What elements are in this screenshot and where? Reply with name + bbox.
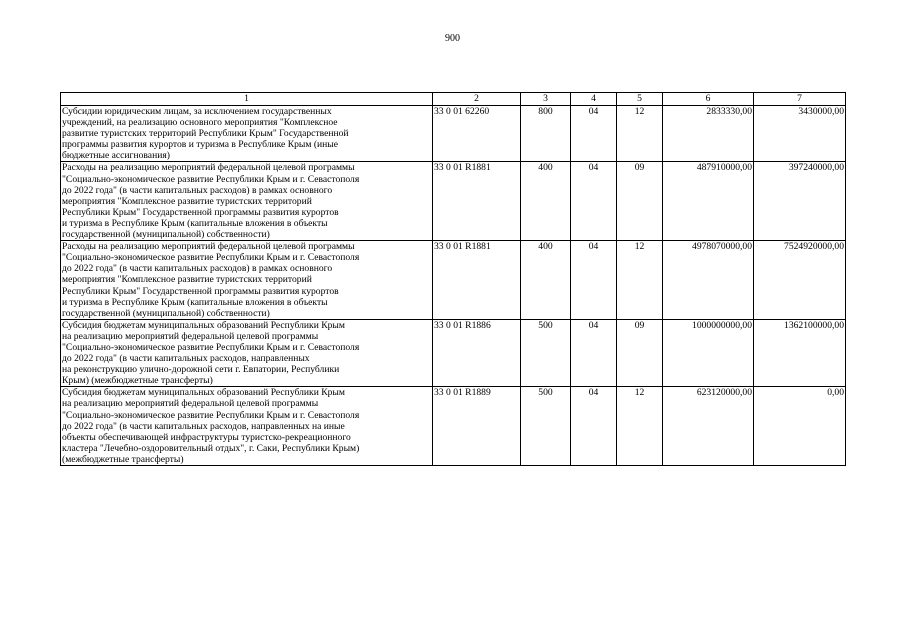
- column-header: 7: [754, 93, 846, 106]
- row-subsection: 12: [617, 241, 663, 320]
- row-amount-2: 7524920000,00: [754, 241, 846, 320]
- row-amount-2: 3430000,00: [754, 106, 846, 162]
- row-description: Расходы на реализацию мероприятий федеральной целевой программы "Социально-экономическое развитие Республики Крым и г. Севастополя до 2022 года" (в части капитальных расходов) в рамках основного мероприятия "Комплексное развитие туристских территорий Республики Крым" Государственной программы развития курортов и туризма в Республике Крым (капитальные вложения в объекты государственной (муниципальной) собственности): [61, 162, 433, 241]
- table-header-row: [61, 93, 846, 106]
- row-amount-2: 1362100000,00: [754, 319, 846, 387]
- row-code: 33 0 01 R1881: [433, 162, 521, 241]
- column-header: 2: [433, 93, 521, 106]
- row-section: 04: [571, 387, 617, 466]
- row-code: 33 0 01 R1889: [433, 387, 521, 466]
- page-number: 900: [445, 33, 460, 44]
- row-amount-1: 623120000,00: [663, 387, 754, 466]
- budget-table: [60, 92, 846, 466]
- row-subsection: 09: [617, 162, 663, 241]
- row-expense-type: 800: [521, 106, 571, 162]
- row-expense-type: 400: [521, 162, 571, 241]
- row-amount-1: 4978070000,00: [663, 241, 754, 320]
- row-section: 04: [571, 319, 617, 387]
- row-expense-type: 500: [521, 387, 571, 466]
- row-amount-1: 1000000000,00: [663, 319, 754, 387]
- row-description: Субсидии юридическим лицам, за исключением государственных учреждений, на реализацию основного мероприятия "Комплексное развитие туристских территорий Республики Крым" Государственной программы развития курортов и туризма в Республике Крым (иные бюджетные ассигнования): [61, 106, 433, 162]
- row-code: 33 0 01 R1886: [433, 319, 521, 387]
- row-section: 04: [571, 162, 617, 241]
- row-code: 33 0 01 62260: [433, 106, 521, 162]
- row-subsection: 12: [617, 387, 663, 466]
- column-header: 6: [663, 93, 754, 106]
- row-subsection: 09: [617, 319, 663, 387]
- column-header: 3: [521, 93, 571, 106]
- row-amount-1: 487910000,00: [663, 162, 754, 241]
- column-header: 4: [571, 93, 617, 106]
- table-row: [61, 387, 846, 466]
- row-expense-type: 400: [521, 241, 571, 320]
- column-header: 5: [617, 93, 663, 106]
- row-section: 04: [571, 241, 617, 320]
- row-expense-type: 500: [521, 319, 571, 387]
- row-code: 33 0 01 R1881: [433, 241, 521, 320]
- row-amount-1: 2833330,00: [663, 106, 754, 162]
- column-header: 1: [61, 93, 433, 106]
- row-description: Расходы на реализацию мероприятий федеральной целевой программы "Социально-экономическое развитие Республики Крым и г. Севастополя до 2022 года" (в части капитальных расходов) в рамках основного мероприятия "Комплексное развитие туристских территорий Республики Крым" Государственной программы развития курортов и туризма в Республике Крым (капитальные вложения в объекты государственной (муниципальной) собственности): [61, 241, 433, 320]
- table-row: [61, 319, 846, 387]
- table-row: [61, 106, 846, 162]
- row-description: Субсидия бюджетам муниципальных образований Республики Крым на реализацию мероприятий федеральной целевой программы "Социально-экономическое развитие Республики Крым и г. Севастополя до 2022 года" (в части капитальных расходов, направленных на реконструкцию улично-дорожной сети г. Евпатории, Республики Крым) (межбюджетные трансферты): [61, 319, 433, 387]
- row-section: 04: [571, 106, 617, 162]
- table-row: [61, 162, 846, 241]
- row-subsection: 12: [617, 106, 663, 162]
- table-row: [61, 241, 846, 320]
- row-amount-2: 0,00: [754, 387, 846, 466]
- row-amount-2: 397240000,00: [754, 162, 846, 241]
- row-description: Субсидия бюджетам муниципальных образований Республики Крым на реализацию мероприятий федеральной целевой программы "Социально-экономическое развитие Республики Крым и г. Севастополя до 2022 года" (в части капитальных расходов, направленных на иные объекты обеспечивающей инфраструктуры туристско-рекреационного кластера "Лечебно-оздоровительный отдых", г. Саки, Республики Крым) (межбюджетные трансферты): [61, 387, 433, 466]
